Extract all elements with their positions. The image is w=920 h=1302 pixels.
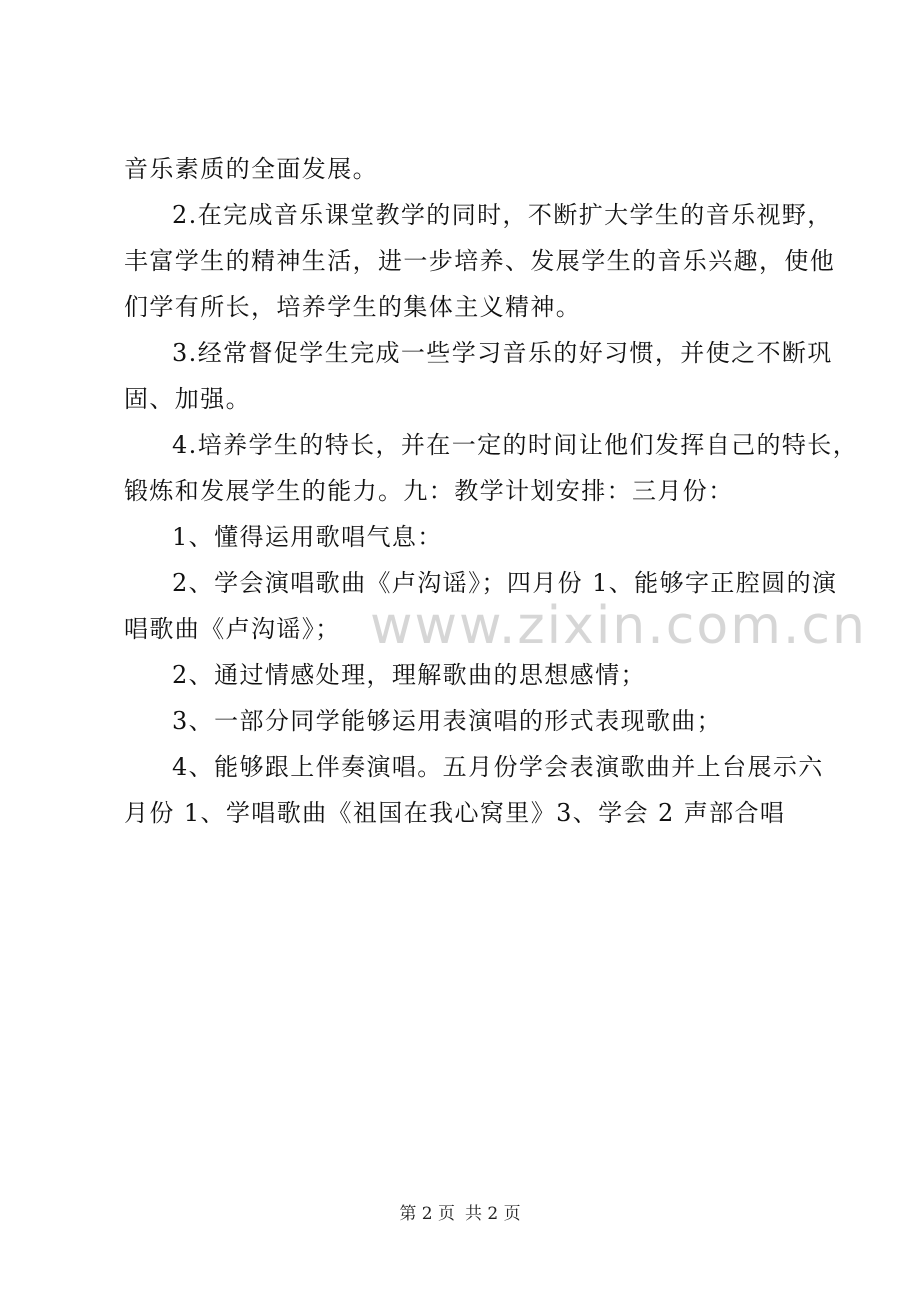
text-line: 3、一部分同学能够运用表演唱的形式表现歌曲； [172,707,723,735]
page-total: 共 2 页 [465,1204,521,1224]
text-line: 2、学会演唱歌曲《卢沟谣》；四月份 1、能够字正腔圆的演 [172,569,838,597]
text-line: 唱歌曲《卢沟谣》； [124,615,341,643]
text-line: 们学有所长，培养学生的集体主义精神。 [124,293,582,321]
text-line: 音乐素质的全面发展。 [124,155,378,183]
text-line: 丰富学生的精神生活，进一步培养、发展学生的音乐兴趣，使他 [124,247,836,275]
text-line: 月份 1、学唱歌曲《祖国在我心窝里》3、学会 2 声部合唱 [124,799,786,827]
text-line: 2、通过情感处理，理解歌曲的思想感情； [172,661,646,689]
text-line: 1、懂得运用歌唱气息： [172,523,443,551]
text-line: 3.经常督促学生完成一些学习音乐的好习惯，并使之不断巩 [172,339,833,367]
page-footer [0,1199,920,1224]
text-line: 锻炼和发展学生的能力。九：教学计划安排：三月份： [124,477,734,505]
page-number: 第 2 页 [399,1204,455,1224]
text-line: 4、能够跟上伴奏演唱。五月份学会表演歌曲并上台展示六 [172,753,824,781]
document-body [124,146,859,836]
text-line: 2.在完成音乐课堂教学的同时，不断扩大学生的音乐视野， [172,201,833,229]
text-line: 4.培养学生的特长，并在一定的时间让他们发挥自己的特长， [172,431,859,459]
watermark: www.zixin.com.cn [370,596,867,656]
text-line: 固、加强。 [124,385,251,413]
